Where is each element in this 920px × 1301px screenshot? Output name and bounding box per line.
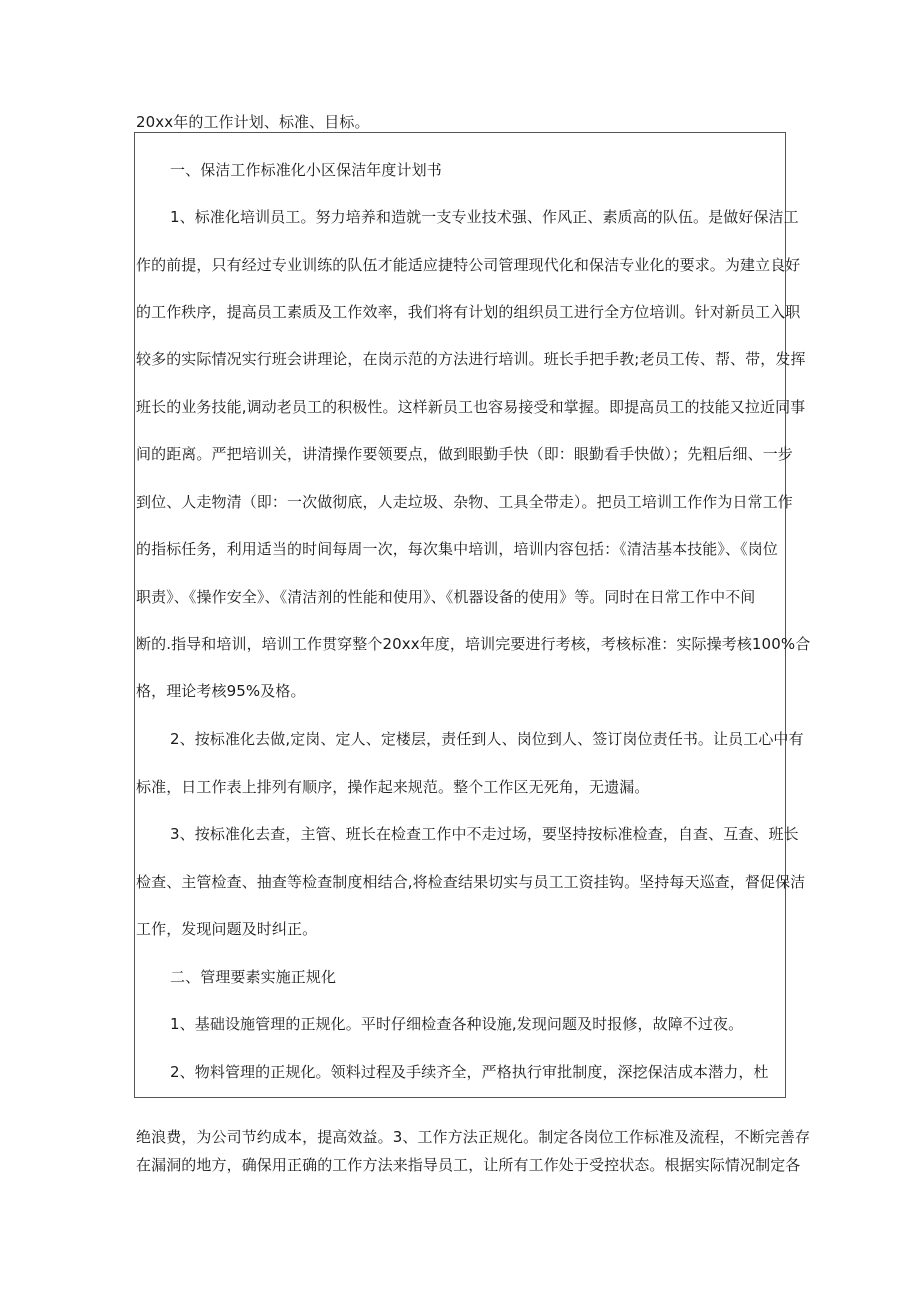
paragraph-1-line-8: 的指标任务，利用适当的时间每周一次，每次集中培训，培训内容包括：《清洁基本技能》、《岗位 xyxy=(136,540,778,558)
paragraph-3-line-3: 工作，发现问题及时纠正。 xyxy=(136,920,318,938)
paragraph-1-line-6: 间的距离。严把培训关，讲清操作要领要点，做到眼勤手快（即：眼勤看手快做）；先粗后细、一步 xyxy=(136,445,793,463)
paragraph-1-line-1: 1、标准化培训员工。努力培养和造就一支专业技术强、作风正、素质高的队伍。是做好保洁工 xyxy=(170,208,799,226)
paragraph-1-line-2: 作的前提，只有经过专业训练的队伍才能适应捷特公司管理现代化和保洁专业化的要求。为建立良好 xyxy=(136,256,801,274)
continuation-line-1: 绝浪费，为公司节约成本，提高效益。3、工作方法正规化。制定各岗位工作标准及流程，不断完善存 xyxy=(136,1128,811,1146)
paragraph-4-line-1: 1、基础设施管理的正规化。平时仔细检查各种设施,发现问题及时报修，故障不过夜。 xyxy=(170,1015,744,1033)
paragraph-1-line-11: 格，理论考核95%及格。 xyxy=(136,682,306,700)
section-heading-2: 二、管理要素实施正规化 xyxy=(170,968,337,986)
paragraph-3-line-1: 3、按标准化去查，主管、班长在检查工作中不走过场，要坚持按标准检查，自查、互查、班长 xyxy=(170,825,799,843)
paragraph-1-line-9: 职责》、《操作安全》、《清洁剂的性能和使用》、《机器设备的使用》等。同时在日常工作中不间 xyxy=(136,588,756,606)
paragraph-5-line-1: 2、物料管理的正规化。领料过程及手续齐全，严格执行审批制度，深挖保洁成本潜力，杜 xyxy=(170,1063,769,1081)
paragraph-2-line-1: 2、按标准化去做,定岗、定人、定楼层，责任到人、岗位到人、签订岗位责任书。让员工心中有 xyxy=(170,730,804,748)
paragraph-3-line-2: 检查、主管检查、抽查等检查制度相结合,将检查结果切实与员工工资挂钩。坚持每天巡查，督促保洁 xyxy=(136,873,806,891)
content-box xyxy=(134,132,786,1098)
paragraph-1-line-5: 班长的业务技能,调动老员工的积极性。这样新员工也容易接受和掌握。即提高员工的技能又拉近同事 xyxy=(136,398,806,416)
paragraph-1-line-4: 较多的实际情况实行班会讲理论，在岗示范的方法进行培训。班长手把手教;老员工传、帮、带，发挥 xyxy=(136,350,806,368)
paragraph-1-line-10: 断的.指导和培训，培训工作贯穿整个20xx年度，培训完要进行考核，考核标准：实际操考核100%合 xyxy=(136,635,811,653)
continuation-line-2: 在漏洞的地方，确保用正确的工作方法来指导员工，让所有工作处于受控状态。根据实际情况制定各 xyxy=(136,1156,801,1174)
paragraph-1-line-3: 的工作秩序，提高员工素质及工作效率，我们将有计划的组织员工进行全方位培训。针对新员工入职 xyxy=(136,303,801,321)
paragraph-1-line-7: 到位、人走物清（即：一次做彻底，人走垃圾、杂物、工具全带走）。把员工培训工作作为日常工作 xyxy=(136,493,793,511)
section-heading-1: 一、保洁工作标准化小区保洁年度计划书 xyxy=(170,161,442,179)
intro-line: 20xx年的工作计划、标准、目标。 xyxy=(136,113,370,131)
paragraph-2-line-2: 标准，日工作表上排列有顺序，操作起来规范。整个工作区无死角，无遗漏。 xyxy=(136,778,650,796)
